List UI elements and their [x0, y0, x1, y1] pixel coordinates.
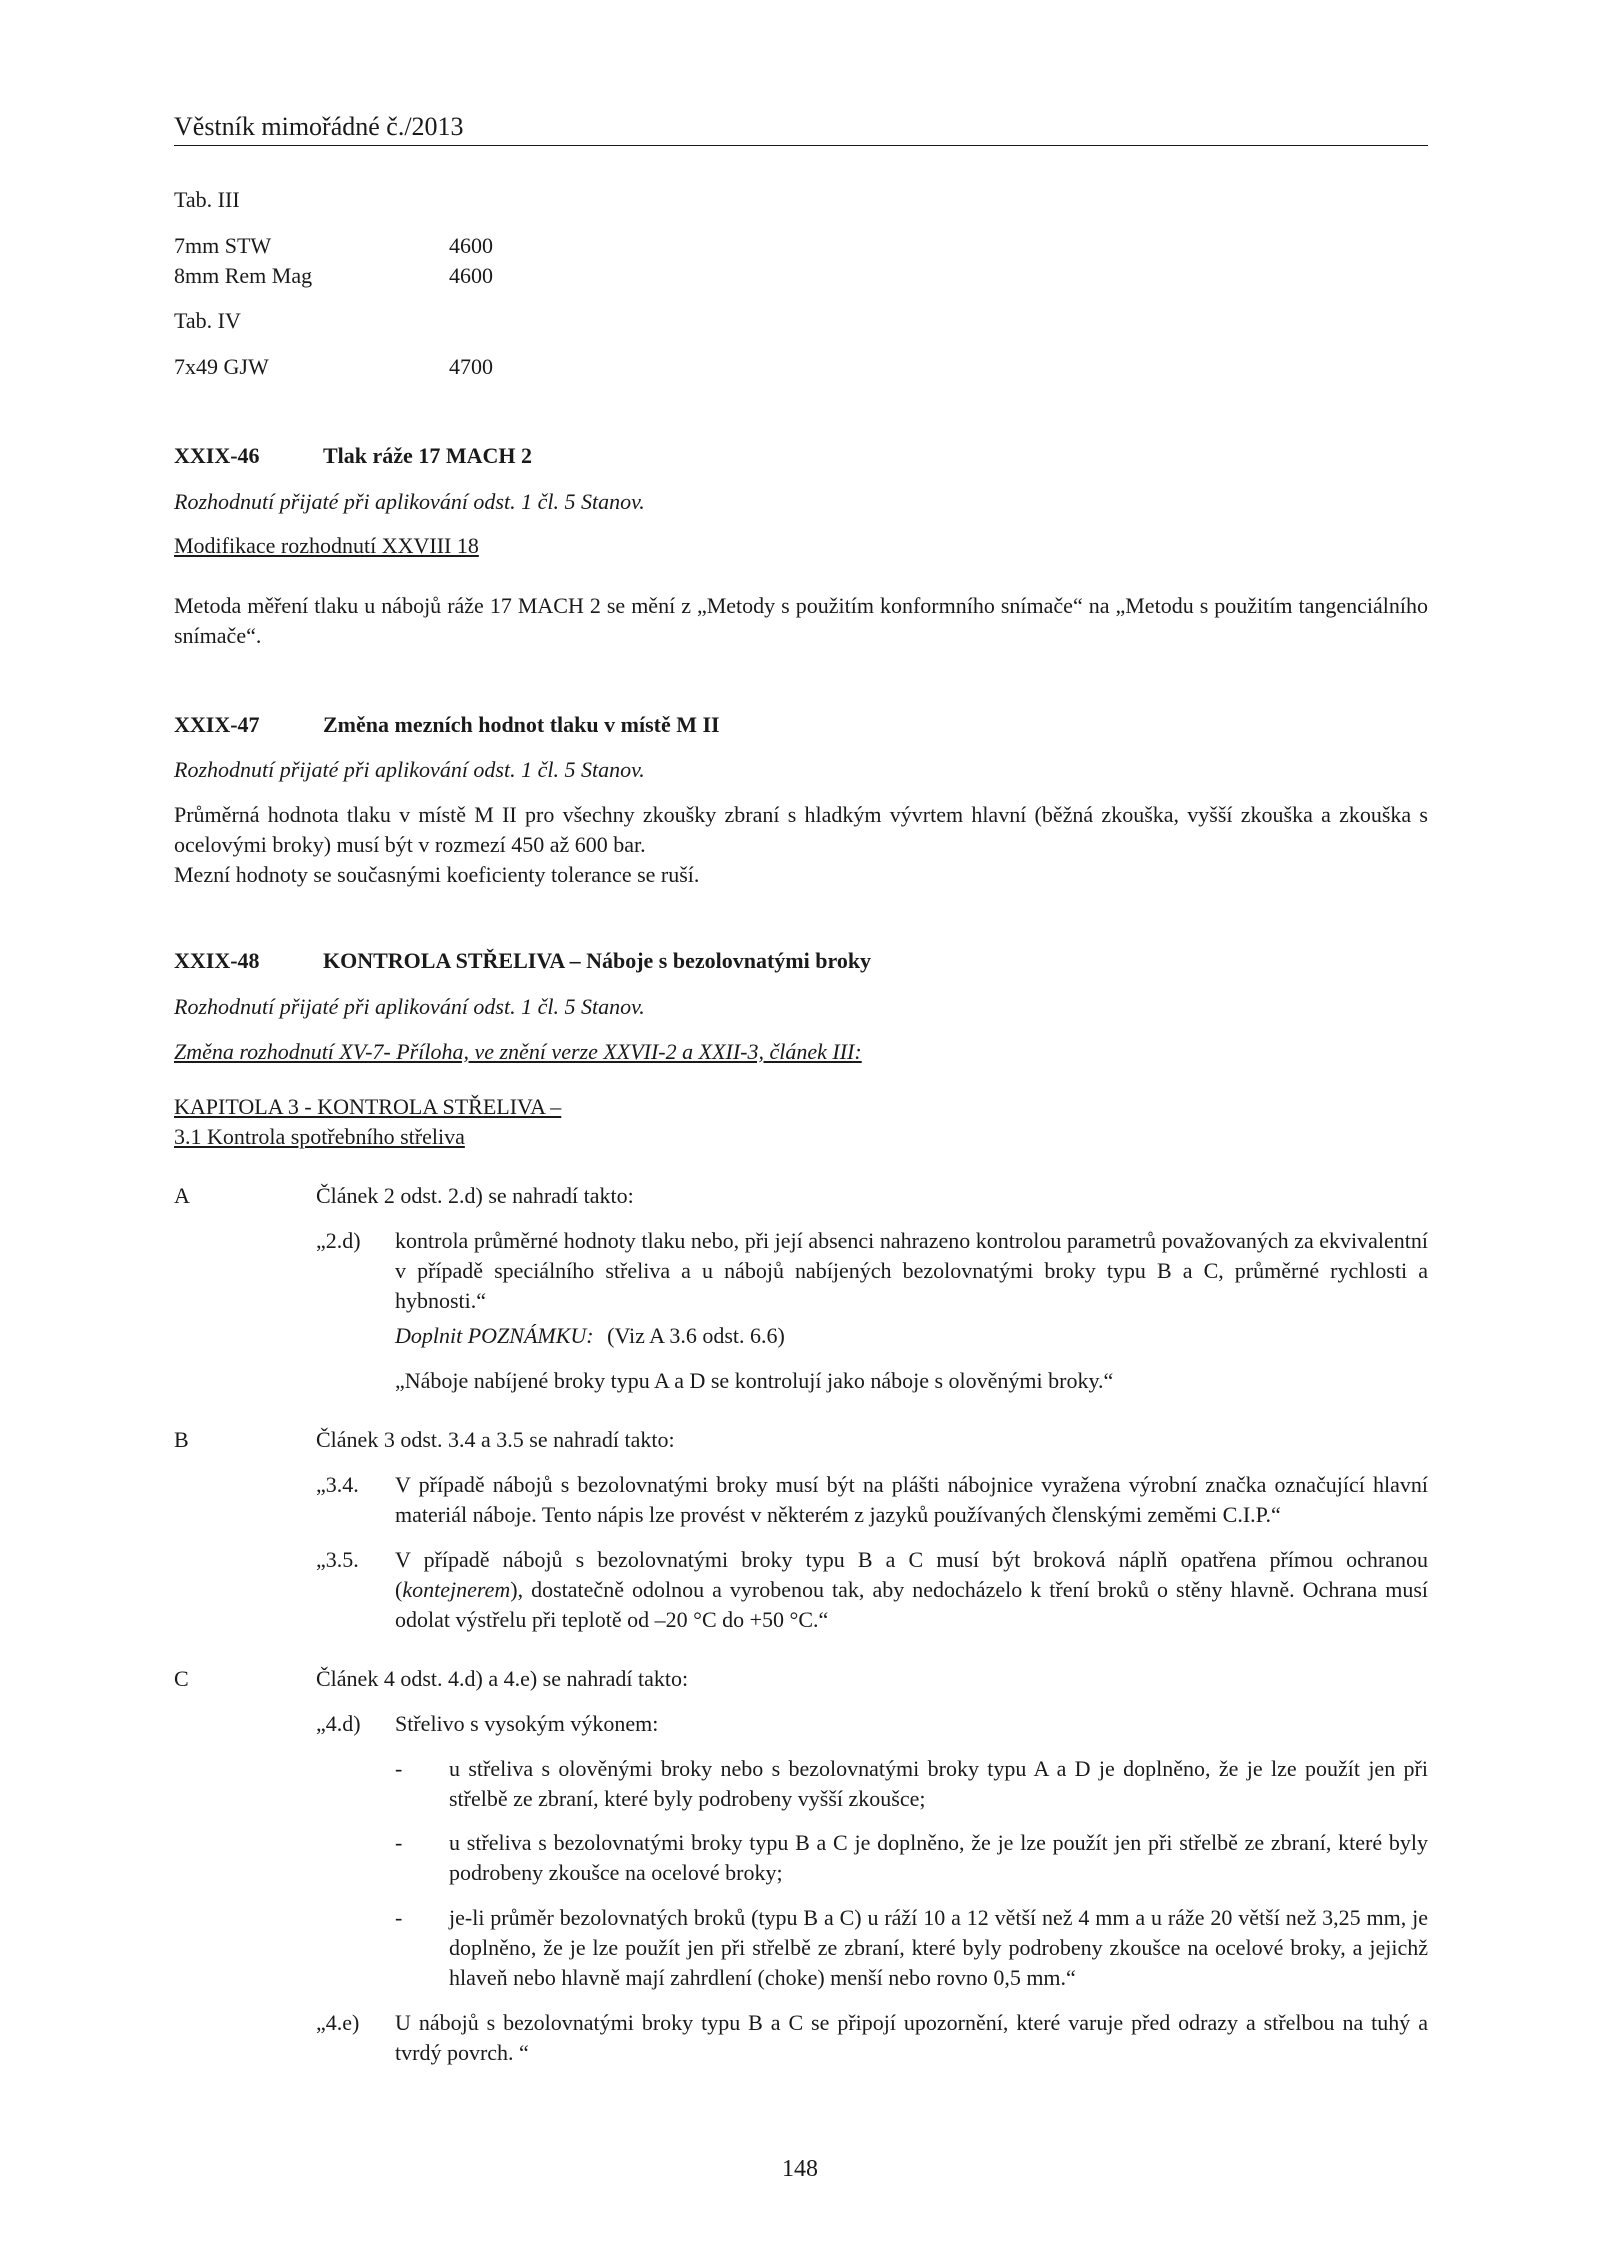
tab3-label: Tab. III — [174, 187, 240, 212]
bullet-dash: - — [395, 1830, 403, 1855]
article-c-intro: Článek 4 odst. 4.d) a 4.e) se nahradí takto: — [316, 1666, 689, 1691]
section-46-code: XXIX-46 — [174, 443, 260, 468]
chapter-heading: KAPITOLA 3 - KONTROLA STŘELIVA – — [174, 1094, 562, 1119]
section-47-text-2: Mezní hodnoty se současnými koeficienty tolerance se ruší. — [174, 862, 700, 887]
article-b-text-1: V případě nábojů s bezolovnatými broky musí být na plášti nábojnice vyražena výrobní značka označující hlavní materiál náboje. Tento nápis lze provést v některém z jazyků používaných členskými zeměmi C.I.P.“ — [395, 1472, 1428, 1527]
article-b-num-2: „3.5. — [316, 1547, 359, 1572]
tab3-row-name: 7mm STW — [174, 233, 272, 258]
article-a-letter: A — [174, 1183, 190, 1208]
article-b-intro: Článek 3 odst. 3.4 a 3.5 se nahradí takto: — [316, 1427, 675, 1452]
tab4-row-value: 4700 — [449, 354, 493, 379]
article-b-num-1: „3.4. — [316, 1472, 359, 1497]
tab3-row-name: 8mm Rem Mag — [174, 263, 313, 288]
article-a-note-ref: (Viz A 3.6 odst. 6.6) — [607, 1323, 785, 1348]
bullet-item: je-li průměr bezolovnatých broků (typu B a C) u ráží 10 a 12 větší než 4 mm a u ráže 20 větší než 3,25 mm, je doplněno, že je lze použít jen při střelbě ze zbraní, které byly podrobeny zkoušce na ocelové broky, a jejichž hlaveň nebo hlavně mají zahrdlení (choke) menší nebo rovno 0,5 mm.“ — [449, 1905, 1428, 1990]
bullet-dash: - — [395, 1905, 403, 1930]
section-46-modification: Modifikace rozhodnutí XXVIII 18 — [174, 533, 479, 558]
section-46-decision: Rozhodnutí přijaté při aplikování odst. 1 čl. 5 Stanov. — [174, 489, 645, 514]
article-c-num-1: „4.d) — [316, 1711, 361, 1736]
article-c-letter: C — [174, 1666, 189, 1691]
article-c-num-2: „4.e) — [316, 2010, 360, 2035]
article-a-note-text: „Náboje nabíjené broky typu A a D se kontrolují jako náboje s olověnými broky.“ — [395, 1368, 1114, 1393]
page-number: 148 — [782, 2156, 818, 2182]
article-a-note-label: Doplnit POZNÁMKU: — [395, 1323, 594, 1348]
section-46-text: Metoda měření tlaku u nábojů ráže 17 MACH 2 se mění z „Metody s použitím konformního snímače“ na „Metodu s použitím tangenciálního snímače“. — [174, 593, 1428, 648]
section-48-change: Změna rozhodnutí XV-7- Příloha, ve znění verze XXVII-2 a XXII-3, článek III: — [174, 1039, 862, 1064]
tab4-label: Tab. IV — [174, 308, 241, 333]
section-48-title: KONTROLA STŘELIVA – Náboje s bezolovnatými broky — [323, 948, 872, 973]
article-a-text: kontrola průměrné hodnoty tlaku nebo, při její absenci nahrazeno kontrolou parametrů považovaných za ekvivalentní v případě speciálního střeliva a u nábojů nabíjených bezolovnatými broky typu B a C, průměrné rychlosti a hybnosti.“ — [395, 1228, 1428, 1313]
bullet-item: u střeliva s olověnými broky nebo s bezolovnatými broky typu A a D je doplněno, že je lze použít jen při střelbě ze zbraní, které byly podrobeny vyšší zkoušce; — [449, 1756, 1428, 1811]
subchapter-heading: 3.1 Kontrola spotřebního střeliva — [174, 1124, 465, 1149]
article-b-letter: B — [174, 1427, 189, 1452]
article-a-num: „2.d) — [316, 1228, 361, 1253]
tab3-row-value: 4600 — [449, 263, 493, 288]
article-a-note — [395, 1321, 785, 1351]
header-rule — [174, 145, 1428, 146]
bullet-dash: - — [395, 1756, 403, 1781]
section-47-decision: Rozhodnutí přijaté při aplikování odst. 1 čl. 5 Stanov. — [174, 757, 645, 782]
article-a-intro: Článek 2 odst. 2.d) se nahradí takto: — [316, 1183, 634, 1208]
section-46-title: Tlak ráže 17 MACH 2 — [323, 443, 532, 468]
section-47-title: Změna mezních hodnot tlaku v místě M II — [323, 712, 720, 737]
section-47-text: Průměrná hodnota tlaku v místě M II pro všechny zkoušky zbraní s hladkým vývrtem hlavní (běžná zkouška, vyšší zkouška a zkouška s ocelovými broky) musí být v rozmezí 450 až 600 bar. — [174, 802, 1428, 857]
article-c-text-1: Střelivo s vysokým výkonem: — [395, 1711, 659, 1736]
tab4-row-name: 7x49 GJW — [174, 354, 269, 379]
section-47-code: XXIX-47 — [174, 712, 260, 737]
article-c-text-2: U nábojů s bezolovnatými broky typu B a C se připojí upozornění, které varuje před odrazy a střelbou na tuhý a tvrdý povrch. “ — [395, 2010, 1428, 2065]
tab3-row-value: 4600 — [449, 233, 493, 258]
section-48-code: XXIX-48 — [174, 948, 260, 973]
page-header-title: Věstník mimořádné č./2013 — [174, 112, 464, 141]
article-b-text-2: V případě nábojů s bezolovnatými broky typu B a C musí být broková náplň opatřena přímou ochranou (kontejnerem), dostatečně odolnou a vyrobenou tak, aby nedocházelo k tření broků o stěny hlavně. Ochrana musí odolat výstřelu při teplotě od –20 °C do +50 °C.“ — [395, 1547, 1428, 1632]
bullet-item: u střeliva s bezolovnatými broky typu B a C je doplněno, že je lze použít jen při střelbě ze zbraní, které byly podrobeny zkoušce na ocelové broky; — [449, 1830, 1428, 1885]
section-48-decision: Rozhodnutí přijaté při aplikování odst. 1 čl. 5 Stanov. — [174, 994, 645, 1019]
